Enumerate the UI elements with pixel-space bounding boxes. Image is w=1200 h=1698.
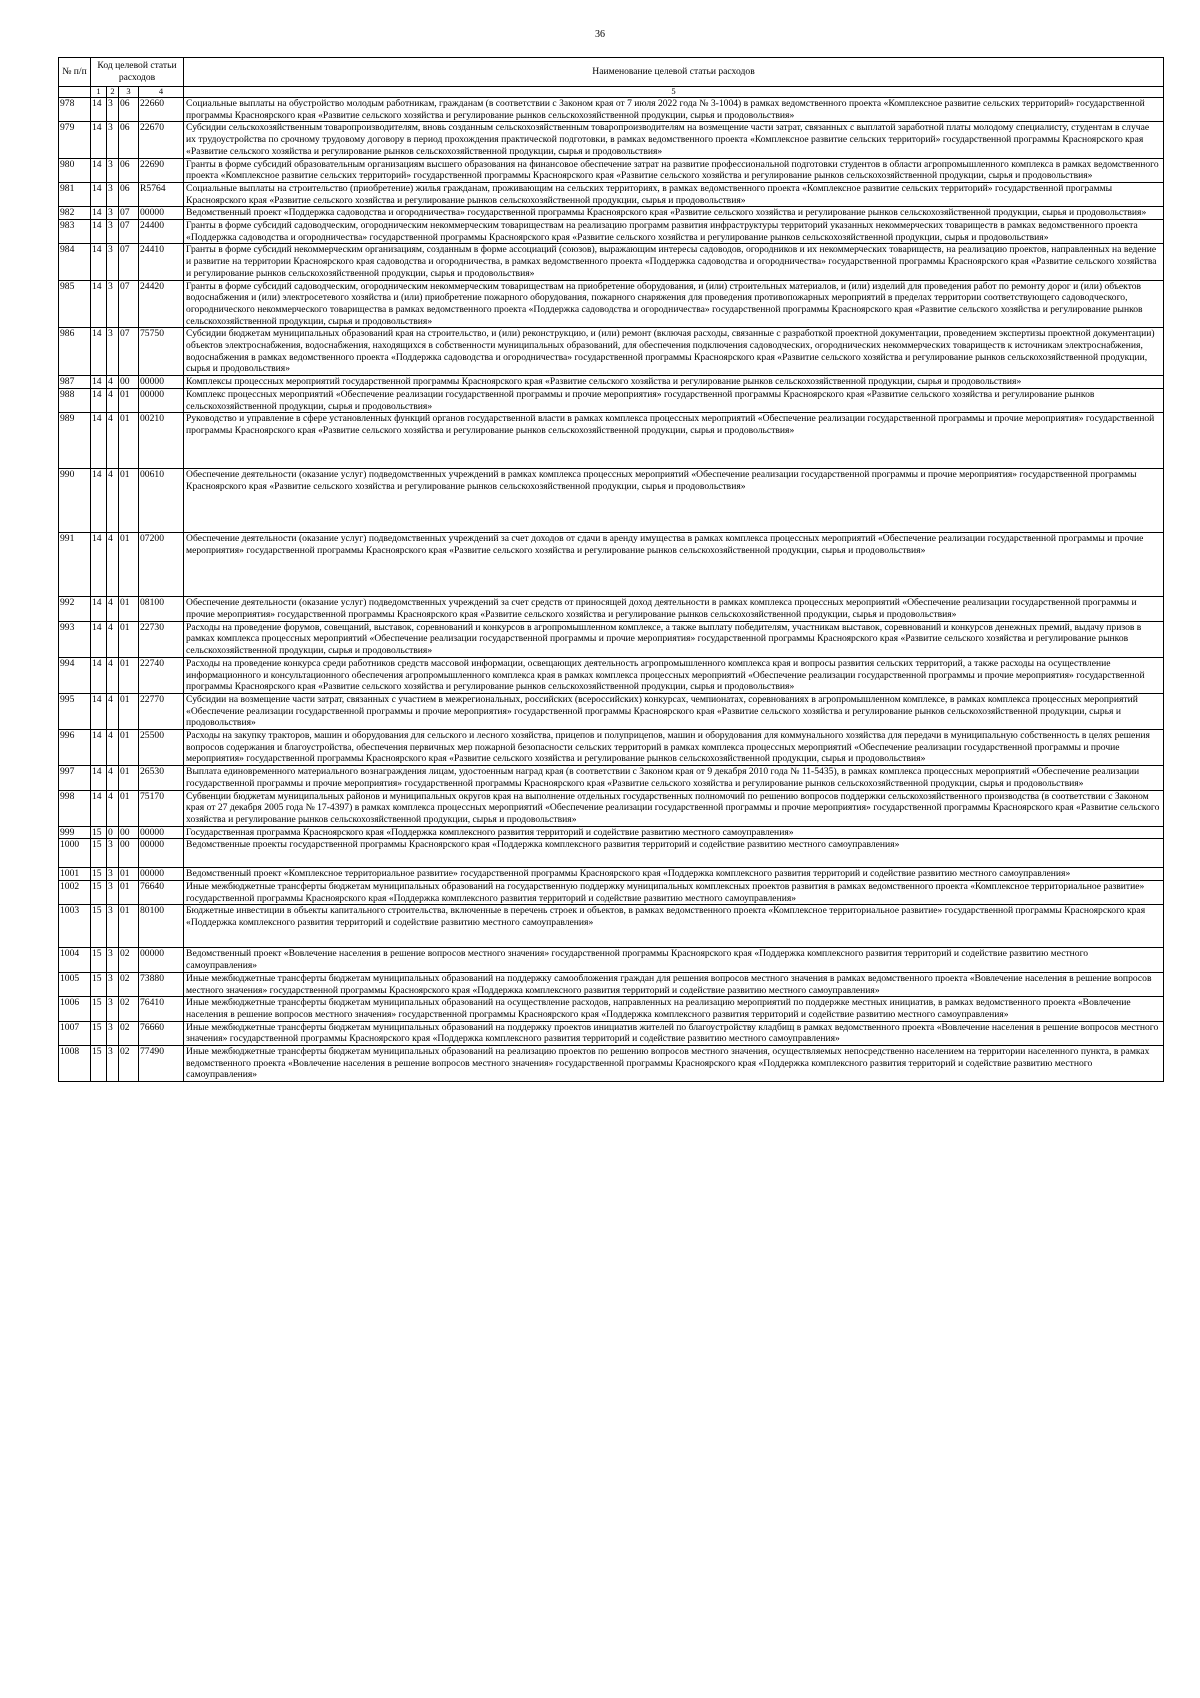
code-subprogram: 3 [107,1021,119,1045]
code-program: 14 [91,533,107,597]
row-number: 1004 [59,948,91,972]
code-subprogram: 4 [107,413,119,469]
table-row [59,905,1164,948]
code-subprogram: 4 [107,790,119,826]
table-row [59,376,1164,389]
code-event: 07 [119,244,139,280]
code-program: 14 [91,413,107,469]
code-event: 02 [119,948,139,972]
table-row [59,1021,1164,1045]
code-direction: 22730 [139,621,184,657]
code-program: 14 [91,328,107,376]
code-subprogram: 3 [107,997,119,1021]
code-event: 00 [119,839,139,868]
code-direction: 80100 [139,905,184,948]
row-number: 993 [59,621,91,657]
code-program: 14 [91,469,107,533]
code-direction: 22670 [139,122,184,158]
table-row [59,790,1164,826]
page-number: 36 [595,29,605,40]
expense-item-name: Гранты в форме субсидий некоммерческим организациям, созданным в форме ассоциаций (союзов), выражающим интересы садоводов, огородников и их некоммерческих товариществ, на реализацию проектов, направленных на ведение и развитие на территории Красноярского края садоводства и огородничества, в рамках ведомственного проекта «Поддержка садоводства и огородничества» государственной программы Красноярского края «Развитие сельского хозяйства и регулирование рынков сельскохозяйственной продукции, сырья и продовольствия» [184,244,1164,280]
column-number: 1 [91,87,107,98]
code-event: 07 [119,207,139,220]
row-number: 1007 [59,1021,91,1045]
code-subprogram: 4 [107,657,119,693]
code-subprogram: 4 [107,388,119,412]
code-event: 07 [119,280,139,328]
row-number: 1006 [59,997,91,1021]
expense-item-name: Гранты в форме субсидий садоводческим, огородническим некоммерческим товариществам на реализацию программ развития инфраструктуры территорий указанных некоммерческих товариществ в рамках ведомственного проекта «Поддержка садоводства и огородничества» государственной программы Красноярского края «Развитие сельского хозяйства и регулирование рынков сельскохозяйственной продукции, сырья и продовольствия» [184,220,1164,244]
code-program: 15 [91,948,107,972]
code-subprogram: 3 [107,158,119,182]
table-row [59,766,1164,790]
code-event: 06 [119,182,139,206]
header-code: Код целевой статьи расходов [91,58,184,87]
row-number: 1001 [59,868,91,881]
code-event: 06 [119,158,139,182]
code-subprogram: 3 [107,328,119,376]
table-row [59,244,1164,280]
table-row [59,388,1164,412]
code-program: 14 [91,766,107,790]
code-direction: 00000 [139,839,184,868]
expense-item-name: Расходы на закупку тракторов, машин и оборудования для сельского и лесного хозяйства, прицепов и полуприцепов, машин и оборудования для коммунального хозяйства для передачи в муниципальную собственность в целях решения вопросов содержания и благоустройства, обеспечения первичных мер пожарной безопасности сельских территорий в рамках комплекса процессных мероприятий «Обеспечение реализации государственной программы и прочие мероприятия» государственной программы Красноярского края «Развитие сельского хозяйства и регулирование рынков сельскохозяйственной продукции, сырья и продовольствия» [184,730,1164,766]
row-number: 979 [59,122,91,158]
code-event: 01 [119,905,139,948]
table-row [59,533,1164,597]
row-number: 1000 [59,839,91,868]
code-subprogram: 4 [107,597,119,621]
expense-item-name: Ведомственный проект «Вовлечение населения в решение вопросов местного значения» государственной программы Красноярского края «Поддержка комплексного развития территорий и содействие развитию местного самоуправления» [184,948,1164,972]
code-program: 14 [91,693,107,729]
row-number: 1002 [59,881,91,905]
code-program: 15 [91,839,107,868]
expense-item-name: Гранты в форме субсидий образовательным организациям высшего образования на финансовое обеспечение затрат на развитие профессиональной подготовки студентов в области агропромышленного комплекса в рамках ведомственного проекта «Комплексное развитие сельских территорий» государственной программы Красноярского края «Развитие сельского хозяйства и регулирование рынков сельскохозяйственной продукции, сырья и продовольствия» [184,158,1164,182]
expense-item-name: Выплата единовременного материального вознаграждения лицам, удостоенным наград края (в соответствии с Законом края от 9 декабря 2010 года № 11-5435), в рамках комплекса процессных мероприятий «Обеспечение реализации государственной программы и прочие мероприятия» государственной программы Красноярского края «Развитие сельского хозяйства и регулирование рынков сельскохозяйственной продукции, сырья и продовольствия» [184,766,1164,790]
code-program: 14 [91,790,107,826]
table-row [59,997,1164,1021]
row-number: 984 [59,244,91,280]
code-direction: 00000 [139,948,184,972]
code-direction: 73880 [139,972,184,996]
code-direction: 22740 [139,657,184,693]
code-subprogram: 3 [107,948,119,972]
code-direction: 22660 [139,98,184,122]
expense-item-name: Субсидии сельскохозяйственным товаропроизводителям, вновь созданным сельскохозяйственным товаропроизводителям на возмещение части затрат, связанных с выплатой заработной платы молодому специалисту, студентам в случае их трудоустройства по срочному трудовому договору в период прохождения практической подготовки, в рамках ведомственного проекта «Комплексное развитие сельских территорий» государственной программы Красноярского края «Развитие сельского хозяйства и регулирование рынков сельскохозяйственной продукции, сырья и продовольствия» [184,122,1164,158]
code-direction: 00000 [139,207,184,220]
expense-item-name: Иные межбюджетные трансферты бюджетам муниципальных образований на реализацию проектов по решению вопросов местного значения, осуществляемых непосредственно населением на территории населенного пункта, в рамках ведомственного проекта «Вовлечение населения в решение вопросов местного значения» государственной программы Красноярского края «Поддержка комплексного развития территорий и содействие развитию местного самоуправления» [184,1046,1164,1082]
code-direction: 00210 [139,413,184,469]
column-number: 3 [119,87,139,98]
code-direction: 76410 [139,997,184,1021]
code-event: 01 [119,621,139,657]
code-event: 01 [119,881,139,905]
table-row [59,657,1164,693]
code-direction: 07200 [139,533,184,597]
table-row [59,182,1164,206]
table-row [59,730,1164,766]
expense-item-name: Бюджетные инвестиции в объекты капитального строительства, включенные в перечень строек и объектов, в рамках ведомственного проекта «Комплексное территориальное развитие» государственной программы Красноярского края «Поддержка комплексного развития территорий и содействие развитию местного самоуправления» [184,905,1164,948]
row-number: 1005 [59,972,91,996]
code-subprogram: 3 [107,244,119,280]
column-numbers-row [59,87,1164,98]
row-number: 998 [59,790,91,826]
row-number: 981 [59,182,91,206]
expense-item-name: Ведомственный проект «Комплексное территориальное развитие» государственной программы Красноярского края «Поддержка комплексного развития территорий и содействие развитию местного самоуправления» [184,868,1164,881]
expense-item-name: Комплекс процессных мероприятий «Обеспечение реализации государственной программы и прочие мероприятия» государственной программы Красноярского края «Развитие сельского хозяйства и регулирование рынков сельскохозяйственной продукции, сырья и продовольствия» [184,388,1164,412]
expense-item-name: Субсидии бюджетам муниципальных образований края на строительство, и (или) реконструкцию, и (или) ремонт (включая расходы, связанные с разработкой проектной документации, проведением экспертизы проектной документации) объектов электроснабжения, водоснабжения, находящихся в собственности муниципальных образований, для обеспечения подключения садоводческих, огороднических некоммерческих товариществ к источникам электроснабжения, водоснабжения в рамках ведомственного проекта «Поддержка садоводства и огородничества» государственной программы Красноярского края «Развитие сельского хозяйства и регулирование рынков сельскохозяйственной продукции, сырья и продовольствия» [184,328,1164,376]
row-number: 996 [59,730,91,766]
code-program: 14 [91,621,107,657]
expense-item-name: Иные межбюджетные трансферты бюджетам муниципальных образований на государственную поддержку муниципальных комплексных проектов развития в рамках ведомственного проекта «Комплексное территориальное развитие» государственной программы Красноярского края «Поддержка комплексного развития территорий и содействие развитию местного самоуправления» [184,881,1164,905]
expense-item-name: Обеспечение деятельности (оказание услуг) подведомственных учреждений за счет доходов от сдачи в аренду имущества в рамках комплекса процессных мероприятий «Обеспечение реализации государственной программы и прочие мероприятия» государственной программы Красноярского края «Развитие сельского хозяйства и регулирование рынков сельскохозяйственной продукции, сырья и продовольствия» [184,533,1164,597]
code-direction: 26530 [139,766,184,790]
code-event: 01 [119,413,139,469]
expense-item-name: Гранты в форме субсидий садоводческим, огородническим некоммерческим товариществам на приобретение оборудования, и (или) строительных материалов, и (или) изделий для проведения работ по ремонту дорог и (или) объектов водоснабжения и (или) электросетевого хозяйства и (или) приобретение пожарного оборудования, пожарного снаряжения для проведения противопожарных мероприятий в пределах территории соответствующего садоводческого, огороднического некоммерческого товарищества в рамках ведомственного проекта «Поддержка садоводства и огородничества» государственной программы Красноярского края «Развитие сельского хозяйства и регулирование рынков сельскохозяйственной продукции, сырья и продовольствия» [184,280,1164,328]
code-program: 15 [91,1021,107,1045]
header-name: Наименование целевой статьи расходов [184,58,1164,87]
expense-item-name: Иные межбюджетные трансферты бюджетам муниципальных образований на поддержку самообложения граждан для решения вопросов местного значения в рамках ведомственного проекта «Вовлечение населения в решение вопросов местного значения» государственной программы Красноярского края «Поддержка комплексного развития территорий и содействие развитию местного самоуправления» [184,972,1164,996]
row-number: 983 [59,220,91,244]
expense-item-name: Расходы на проведение форумов, совещаний, выставок, соревнований и конкурсов в агропромышленном комплексе, а также выплату победителям, участникам выставок, соревнований и конкурсов денежных премий, выдачу призов в рамках комплекса процессных мероприятий «Обеспечение реализации государственной программы и прочие мероприятия» государственной программы Красноярского края «Развитие сельского хозяйства и регулирование рынков сельскохозяйственной продукции, сырья и продовольствия» [184,621,1164,657]
code-subprogram: 4 [107,376,119,389]
row-number: 992 [59,597,91,621]
code-event: 07 [119,220,139,244]
table-row [59,826,1164,839]
row-number: 978 [59,98,91,122]
table-row [59,122,1164,158]
header-num: № п/п [59,58,91,87]
code-direction: 77490 [139,1046,184,1082]
code-subprogram: 3 [107,905,119,948]
code-event: 00 [119,826,139,839]
code-program: 14 [91,158,107,182]
code-direction: 76660 [139,1021,184,1045]
row-number: 989 [59,413,91,469]
code-program: 14 [91,244,107,280]
code-direction: 24420 [139,280,184,328]
code-subprogram: 4 [107,469,119,533]
expense-item-name: Ведомственный проект «Поддержка садоводства и огородничества» государственной программы Красноярского края «Развитие сельского хозяйства и регулирование рынков сельскохозяйственной продукции, сырья и продовольствия» [184,207,1164,220]
expense-item-name: Иные межбюджетные трансферты бюджетам муниципальных образований на поддержку проектов инициатив жителей по благоустройству кладбищ в рамках ведомственного проекта «Вовлечение населения в решение вопросов местного значения» государственной программы Красноярского края «Поддержка комплексного развития территорий и содействие развитию местного самоуправления» [184,1021,1164,1045]
code-event: 00 [119,376,139,389]
row-number: 985 [59,280,91,328]
code-direction: 75170 [139,790,184,826]
code-subprogram: 3 [107,1046,119,1082]
table-row [59,1046,1164,1082]
budget-items-table [58,57,1164,1082]
code-program: 14 [91,657,107,693]
code-event: 01 [119,533,139,597]
expense-item-name: Субсидии на возмещение части затрат, связанных с участием в межрегиональных, российских (всероссийских) конкурсах, чемпионатах, соревнованиях в агропромышленном комплексе, в рамках комплекса процессных мероприятий «Обеспечение реализации государственной программы и прочие мероприятия» государственной программы Красноярского края «Развитие сельского хозяйства и регулирование рынков сельскохозяйственной продукции, сырья и продовольствия» [184,693,1164,729]
code-direction: 22770 [139,693,184,729]
code-subprogram: 3 [107,972,119,996]
code-event: 01 [119,730,139,766]
code-program: 15 [91,905,107,948]
code-program: 14 [91,597,107,621]
code-subprogram: 3 [107,220,119,244]
table-row [59,881,1164,905]
column-number: 5 [184,87,1164,98]
code-subprogram: 4 [107,730,119,766]
row-number: 982 [59,207,91,220]
expense-item-name: Руководство и управление в сфере установленных функций органов государственной власти в рамках комплекса процессных мероприятий «Обеспечение реализации государственной программы и прочие мероприятия» государственной программы Красноярского края «Развитие сельского хозяйства и регулирование рынков сельскохозяйственной продукции, сырья и продовольствия» [184,413,1164,469]
table-row [59,948,1164,972]
code-event: 02 [119,1021,139,1045]
row-number: 995 [59,693,91,729]
code-program: 15 [91,1046,107,1082]
row-number: 986 [59,328,91,376]
code-direction: R5764 [139,182,184,206]
code-subprogram: 3 [107,280,119,328]
code-program: 14 [91,376,107,389]
table-row [59,413,1164,469]
code-event: 01 [119,469,139,533]
table-row [59,597,1164,621]
table-row [59,868,1164,881]
code-program: 14 [91,280,107,328]
code-program: 15 [91,868,107,881]
code-program: 14 [91,98,107,122]
code-program: 14 [91,730,107,766]
code-subprogram: 4 [107,766,119,790]
table-row [59,98,1164,122]
expense-item-name: Иные межбюджетные трансферты бюджетам муниципальных образований на осуществление расходов, направленных на реализацию мероприятий по поддержке местных инициатив, в рамках ведомственного проекта «Вовлечение населения в решение вопросов местного значения» государственной программы Красноярского края «Поддержка комплексного развития территорий и содействие развитию местного самоуправления» [184,997,1164,1021]
code-direction: 75750 [139,328,184,376]
table-row [59,469,1164,533]
expense-item-name: Социальные выплаты на строительство (приобретение) жилья гражданам, проживающим на сельских территориях, в рамках ведомственного проекта «Комплексное развитие сельских территорий» государственной программы Красноярского края «Развитие сельского хозяйства и регулирование рынков сельскохозяйственной продукции, сырья и продовольствия» [184,182,1164,206]
code-subprogram: 4 [107,693,119,729]
code-subprogram: 4 [107,533,119,597]
table-row [59,972,1164,996]
expense-item-name: Государственная программа Красноярского края «Поддержка комплексного развития территорий и содействие развитию местного самоуправления» [184,826,1164,839]
code-direction: 76640 [139,881,184,905]
code-subprogram: 0 [107,826,119,839]
table-row [59,280,1164,328]
row-number: 990 [59,469,91,533]
code-subprogram: 3 [107,839,119,868]
code-program: 15 [91,972,107,996]
expense-item-name: Ведомственные проекты государственной программы Красноярского края «Поддержка комплексного развития территорий и содействие развитию местного самоуправления» [184,839,1164,868]
column-number: 2 [107,87,119,98]
code-event: 01 [119,597,139,621]
table-row [59,328,1164,376]
expense-item-name: Комплексы процессных мероприятий государственной программы Красноярского края «Развитие сельского хозяйства и регулирование рынков сельскохозяйственной продукции, сырья и продовольствия» [184,376,1164,389]
code-program: 15 [91,826,107,839]
code-direction: 22690 [139,158,184,182]
code-direction: 00000 [139,826,184,839]
code-program: 14 [91,207,107,220]
row-number: 988 [59,388,91,412]
code-event: 01 [119,388,139,412]
code-event: 02 [119,972,139,996]
expense-item-name: Обеспечение деятельности (оказание услуг) подведомственных учреждений в рамках комплекса процессных мероприятий «Обеспечение реализации государственной программы и прочие мероприятия» государственной программы Красноярского края «Развитие сельского хозяйства и регулирование рынков сельскохозяйственной продукции, сырья и продовольствия» [184,469,1164,533]
table-row [59,693,1164,729]
code-program: 14 [91,182,107,206]
expense-item-name: Обеспечение деятельности (оказание услуг) подведомственных учреждений за счет средств от приносящей доход деятельности в рамках комплекса процессных мероприятий «Обеспечение реализации государственной программы и прочие мероприятия» государственной программы Красноярского края «Развитие сельского хозяйства и регулирование рынков сельскохозяйственной продукции, сырья и продовольствия» [184,597,1164,621]
table-row [59,839,1164,868]
header-row [59,58,1164,87]
table-row [59,158,1164,182]
code-event: 06 [119,122,139,158]
code-subprogram: 3 [107,881,119,905]
code-subprogram: 3 [107,868,119,881]
expense-item-name: Социальные выплаты на обустройство молодым работникам, гражданам (в соответствии с Законом края от 7 июля 2022 года № 3-1004) в рамках ведомственного проекта «Комплексное развитие сельских территорий» государственной программы Красноярского края «Развитие сельского хозяйства и регулирование рынков сельскохозяйственной продукции, сырья и продовольствия» [184,98,1164,122]
code-direction: 00610 [139,469,184,533]
row-number: 994 [59,657,91,693]
row-number: 997 [59,766,91,790]
code-event: 02 [119,1046,139,1082]
code-event: 01 [119,693,139,729]
code-direction: 24400 [139,220,184,244]
code-event: 01 [119,868,139,881]
code-subprogram: 3 [107,207,119,220]
code-direction: 25500 [139,730,184,766]
code-subprogram: 3 [107,182,119,206]
code-event: 07 [119,328,139,376]
code-program: 15 [91,881,107,905]
code-direction: 08100 [139,597,184,621]
code-subprogram: 4 [107,621,119,657]
expense-item-name: Расходы на проведение конкурса среди работников средств массовой информации, освещающих деятельность агропромышленного комплекса края и вопросы развития сельских территорий, а также расходы на осуществление информационного и консультационного обеспечения агропромышленного комплекса края в рамках комплекса процессных мероприятий «Обеспечение реализации государственной программы и прочие мероприятия» государственной программы Красноярского края «Развитие сельского хозяйства и регулирование рынков сельскохозяйственной продукции, сырья и продовольствия» [184,657,1164,693]
code-program: 14 [91,122,107,158]
code-direction: 24410 [139,244,184,280]
table-row [59,621,1164,657]
column-number: 4 [139,87,184,98]
row-number: 999 [59,826,91,839]
table-body [59,98,1164,1082]
code-event: 01 [119,790,139,826]
code-direction: 00000 [139,868,184,881]
code-direction: 00000 [139,376,184,389]
code-program: 14 [91,220,107,244]
code-program: 14 [91,388,107,412]
code-event: 01 [119,657,139,693]
row-number: 987 [59,376,91,389]
row-number: 980 [59,158,91,182]
code-event: 02 [119,997,139,1021]
expense-item-name: Субвенции бюджетам муниципальных районов и муниципальных округов края на выполнение отдельных государственных полномочий по решению вопросов поддержки сельскохозяйственного производства (в соответствии с Законом края от 27 декабря 2005 года № 17-4397) в рамках комплекса процессных мероприятий «Обеспечение реализации государственной программы и прочие мероприятия» государственной программы Красноярского края «Развитие сельского хозяйства и регулирование рынков сельскохозяйственной продукции, сырья и продовольствия» [184,790,1164,826]
table-row [59,220,1164,244]
column-number [59,87,91,98]
table-row [59,207,1164,220]
row-number: 1008 [59,1046,91,1082]
row-number: 991 [59,533,91,597]
code-direction: 00000 [139,388,184,412]
code-subprogram: 3 [107,122,119,158]
code-subprogram: 3 [107,98,119,122]
code-event: 06 [119,98,139,122]
code-event: 01 [119,766,139,790]
row-number: 1003 [59,905,91,948]
code-program: 15 [91,997,107,1021]
